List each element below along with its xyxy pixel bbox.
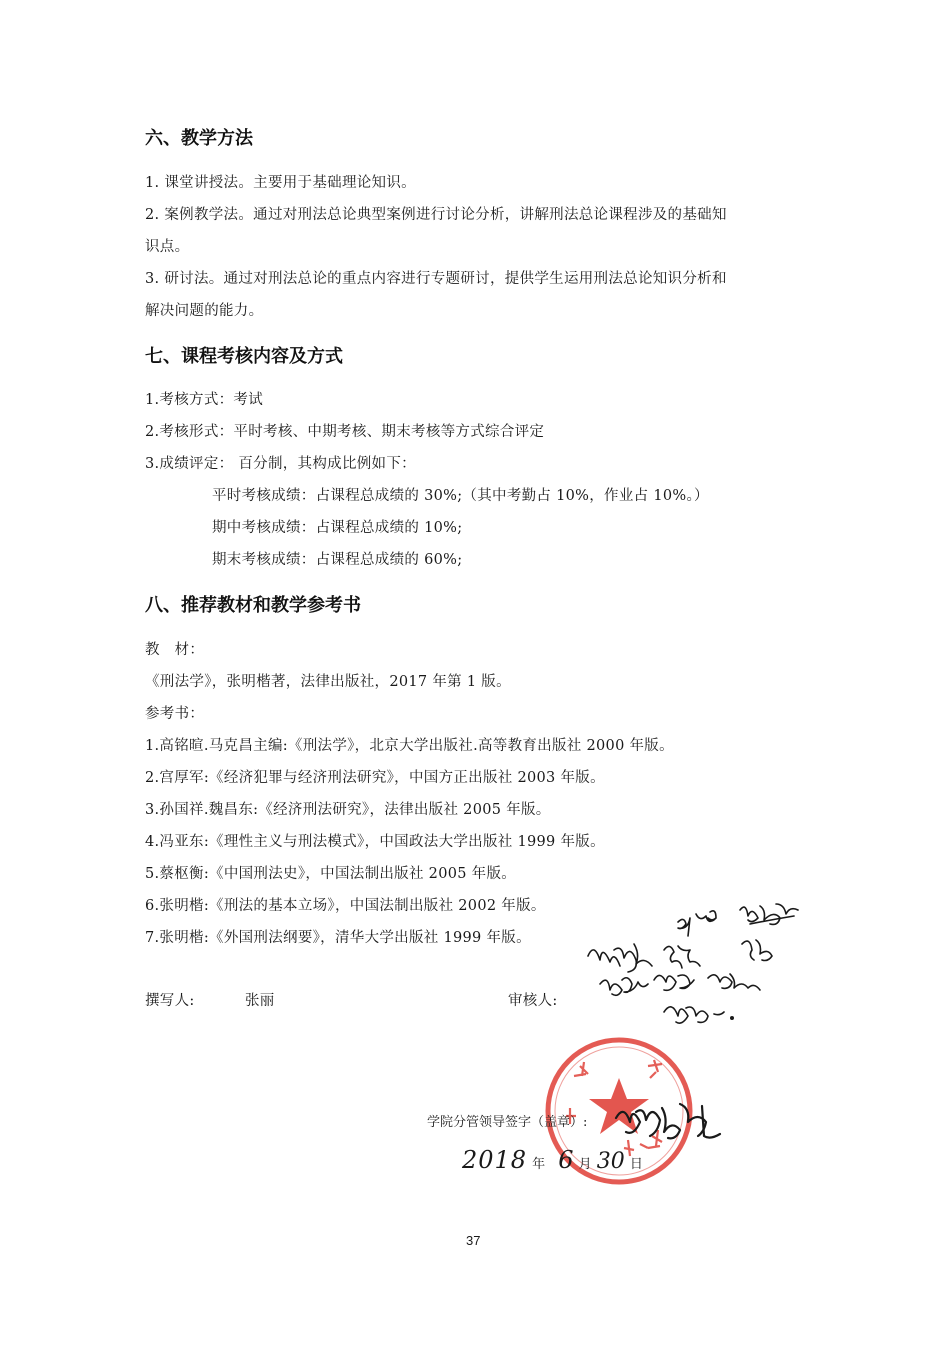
paragraph: 2.考核形式：平时考核、中期考核、期末考核等方式综合评定 [145, 424, 545, 440]
grade-item: 平时考核成绩：占课程总成绩的 30%;（其中考勤占 10%，作业占 10%。） [212, 488, 709, 504]
paragraph: 1.考核方式：考试 [145, 392, 264, 408]
section-7-title: 七、课程考核内容及方式 [145, 346, 343, 367]
section-6-title: 六、教学方法 [145, 128, 253, 149]
date-year: 2018 [462, 1146, 528, 1174]
references-label: 参考书： [145, 706, 205, 722]
textbook-label: 教 材： [145, 642, 205, 658]
reference-item: 5.蔡枢衡:《中国刑法史》，中国法制出版社 2005 年版。 [145, 866, 517, 882]
grade-item: 期末考核成绩：占课程总成绩的 60%; [212, 552, 463, 568]
date-month-unit: 月 [578, 1157, 592, 1172]
author-name: 张丽 [245, 993, 275, 1009]
leader-signature [610, 1094, 730, 1154]
date-day: 30 [596, 1149, 625, 1174]
reference-item: 2.宫厚军:《经济犯罪与经济刑法研究》，中国方正出版社 2003 年版。 [145, 770, 605, 786]
paragraph: 3.成绩评定： 百分制，其构成比例如下： [145, 456, 416, 472]
date-month: 6 [558, 1146, 574, 1174]
reference-item: 1.高铭暄.马克昌主编:《刑法学》，北京大学出版社.高等教育出版社 2000 年版。 [145, 738, 674, 754]
paragraph: 1. 课堂讲授法。主要用于基础理论知识。 [145, 175, 416, 191]
page-number: 37 [466, 1233, 481, 1248]
date-day-unit: 日 [629, 1157, 643, 1172]
date-year-unit: 年 [532, 1157, 546, 1172]
paragraph: 识点。 [145, 239, 190, 255]
reference-item: 3.孙国祥.魏昌东:《经济刑法研究》，法律出版社 2005 年版。 [145, 802, 551, 818]
reference-item: 4.冯亚东:《理性主义与刑法模式》，中国政法大学出版社 1999 年版。 [145, 834, 605, 850]
grade-item: 期中考核成绩：占课程总成绩的 10%; [212, 520, 463, 536]
date-line [462, 1146, 643, 1176]
paragraph: 解决问题的能力。 [145, 303, 264, 319]
leader-signature-label: 学院分管领导签字（盖章）: [427, 1115, 588, 1130]
paragraph: 3. 研讨法。通过对刑法总论的重点内容进行专题研讨，提供学生运用刑法总论知识分析和 [145, 271, 727, 287]
reviewer-signatures [580, 900, 820, 1040]
section-8-title: 八、推荐教材和教学参考书 [145, 595, 361, 616]
paragraph: 2. 案例教学法。通过对刑法总论典型案例进行讨论分析，讲解刑法总论课程涉及的基础知 [145, 207, 727, 223]
author-label: 撰写人: [145, 993, 195, 1009]
reviewer-label: 审核人: [508, 993, 558, 1009]
reference-item: 6.张明楷:《刑法的基本立场》，中国法制出版社 2002 年版。 [145, 898, 546, 914]
reference-item: 7.张明楷:《外国刑法纲要》，清华大学出版社 1999 年版。 [145, 930, 531, 946]
textbook: 《刑法学》，张明楷著，法律出版社，2017 年第 1 版。 [145, 674, 511, 690]
